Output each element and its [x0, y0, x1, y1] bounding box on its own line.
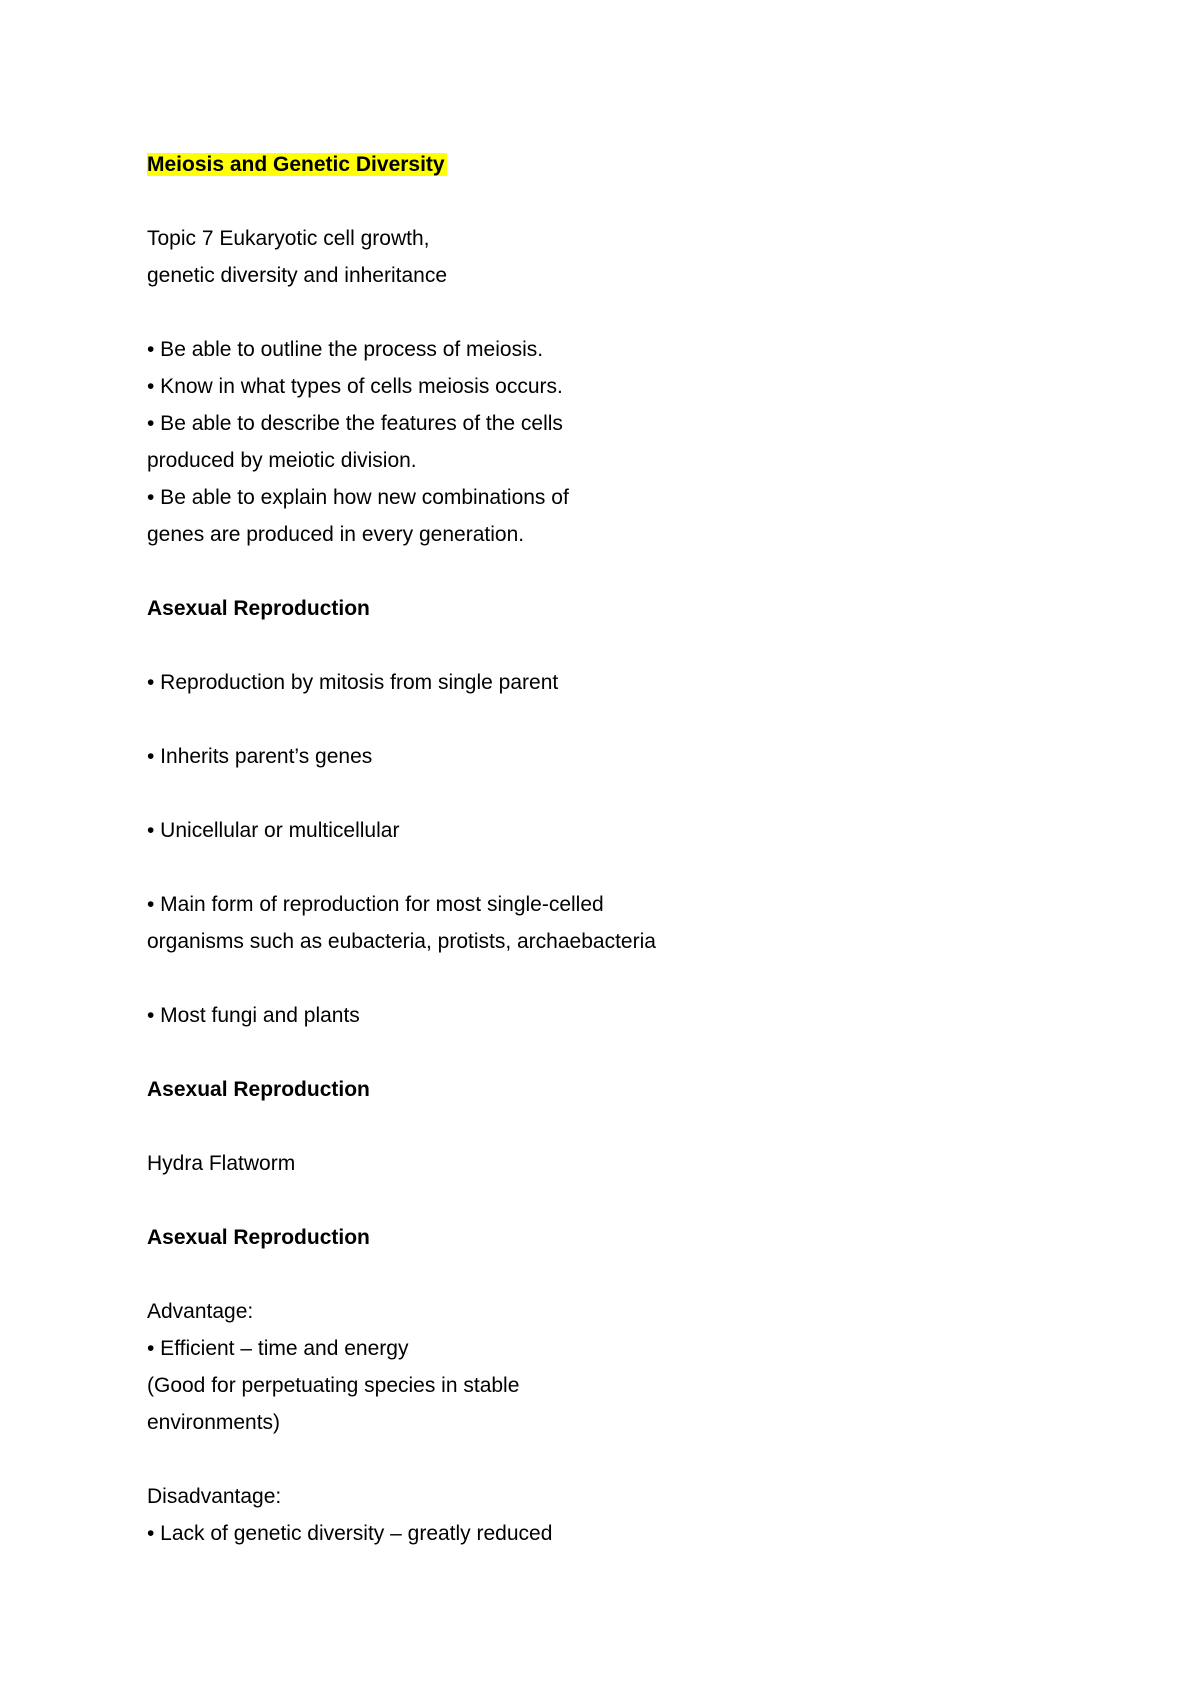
- bullet-item: • Efficient – time and energy: [147, 1337, 409, 1360]
- section-heading: Asexual Reproduction: [147, 1078, 370, 1101]
- objective-line: genes are produced in every generation.: [147, 523, 525, 546]
- disadvantage-label: Disadvantage:: [147, 1485, 282, 1508]
- spacer: [147, 775, 1047, 812]
- objective-line: • Be able to outline the process of meiosis.: [147, 338, 544, 361]
- objective-line: • Be able to describe the features of the cells: [147, 412, 563, 435]
- spacer: [147, 1256, 1047, 1293]
- bullet-item: • Lack of genetic diversity – greatly reduced: [147, 1522, 553, 1545]
- spacer: [147, 1034, 1047, 1071]
- spacer: [147, 294, 1047, 331]
- spacer: [147, 960, 1047, 997]
- spacer: [147, 701, 1047, 738]
- document-title: [147, 146, 1047, 183]
- objective-line: • Know in what types of cells meiosis occurs.: [147, 375, 563, 398]
- bullet-item: • Inherits parent’s genes: [147, 745, 373, 768]
- section-heading: Asexual Reproduction: [147, 1226, 370, 1249]
- bullet-item-continuation: organisms such as eubacteria, protists, archaebacteria: [147, 930, 656, 953]
- body-text: Hydra Flatworm: [147, 1152, 296, 1175]
- spacer: [147, 1108, 1047, 1145]
- spacer: [147, 627, 1047, 664]
- document-body: [147, 146, 1047, 1552]
- note-line: environments): [147, 1411, 281, 1434]
- objective-line: produced by meiotic division.: [147, 449, 417, 472]
- spacer: [147, 1182, 1047, 1219]
- spacer: [147, 183, 1047, 220]
- bullet-item: • Main form of reproduction for most single-celled: [147, 893, 604, 916]
- bullet-item: • Most fungi and plants: [147, 1004, 360, 1027]
- title-highlight: Meiosis and Genetic Diversity: [147, 153, 445, 176]
- bullet-item: • Reproduction by mitosis from single parent: [147, 671, 559, 694]
- spacer: [147, 1441, 1047, 1478]
- topic-line: Topic 7 Eukaryotic cell growth,: [147, 227, 430, 250]
- spacer: [147, 849, 1047, 886]
- advantage-label: Advantage:: [147, 1300, 254, 1323]
- bullet-item: • Unicellular or multicellular: [147, 819, 400, 842]
- spacer: [147, 553, 1047, 590]
- objective-line: • Be able to explain how new combinations of: [147, 486, 569, 509]
- note-line: (Good for perpetuating species in stable: [147, 1374, 520, 1397]
- topic-line: genetic diversity and inheritance: [147, 264, 448, 287]
- section-heading: Asexual Reproduction: [147, 597, 370, 620]
